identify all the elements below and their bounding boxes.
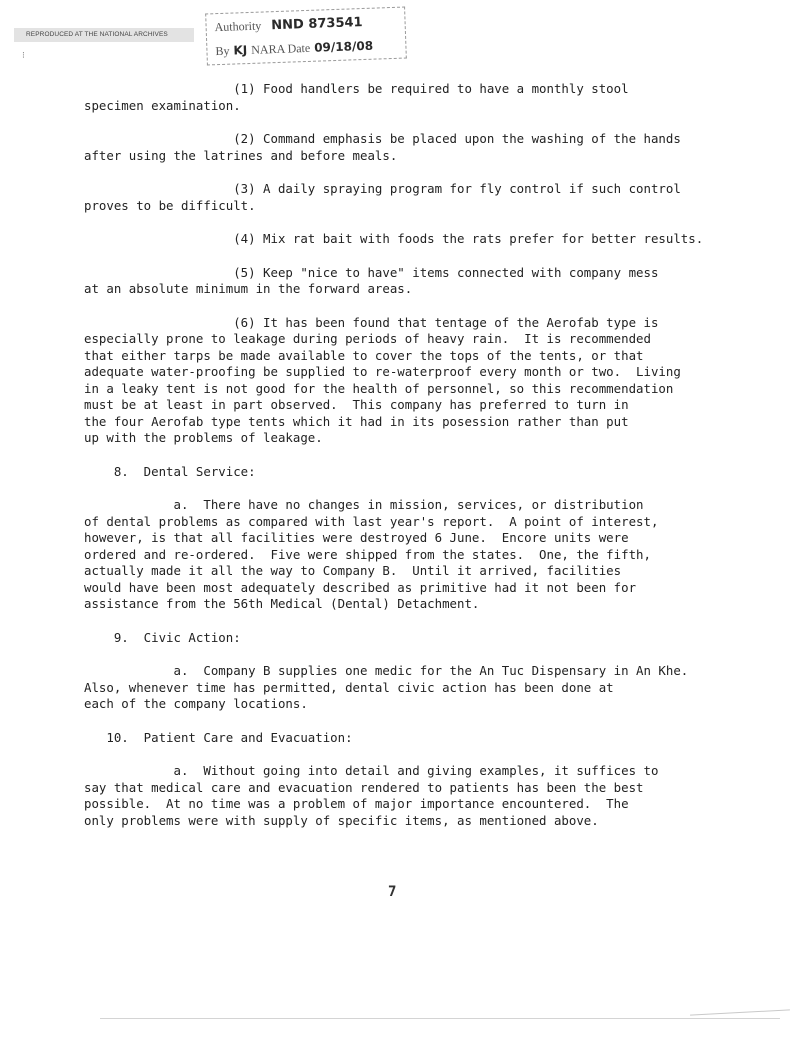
item-4 <box>84 231 754 248</box>
by-row <box>215 37 373 60</box>
text-line: say that medical care and evacuation rendered to patients has been the best <box>84 779 644 795</box>
civic-paragraph <box>84 663 754 713</box>
text-line: (2) Command emphasis be placed upon the washing of the hands <box>84 131 681 146</box>
text-line: of dental problems as compared with last year's report. A point of interest, <box>84 513 659 529</box>
text-line: specimen examination. <box>84 97 241 113</box>
section-heading-patient-care <box>84 730 754 747</box>
text-line: (4) Mix rat bait with foods the rats prefer for better results. <box>84 231 704 246</box>
declassification-stamp <box>205 7 407 66</box>
item-5 <box>84 265 754 298</box>
by-label: By <box>215 43 230 59</box>
item-6 <box>84 315 754 447</box>
authority-value: NND 873541 <box>271 15 363 34</box>
dental-paragraph <box>84 497 754 613</box>
text-line: each of the company locations. <box>84 696 308 711</box>
by-value: KJ <box>233 43 248 58</box>
item-3 <box>84 181 754 214</box>
item-1 <box>84 81 754 114</box>
text-line: in a leaky tent is not good for the health of personnel, so this recommendation <box>84 380 674 396</box>
text-line: after using the latrines and before meals. <box>84 147 398 163</box>
text-line: especially prone to leakage during periods of heavy rain. It is recommended <box>84 331 651 346</box>
page-number: 7 <box>388 884 397 900</box>
text-line: ordered and re-ordered. Five were shipped from the states. One, the fifth, <box>84 546 651 562</box>
section-heading-dental <box>84 464 754 481</box>
text-line: up with the problems of leakage. <box>84 430 323 445</box>
scan-edge-line <box>690 1009 790 1015</box>
archive-banner: REPRODUCED AT THE NATIONAL ARCHIVES <box>14 28 194 42</box>
text-line: (1) Food handlers be required to have a monthly stool <box>84 81 629 96</box>
text-line: proves to be difficult. <box>84 197 256 213</box>
section-heading: 9. Civic Action: <box>84 629 241 645</box>
text-line: a. There have no changes in mission, services, or distribution <box>84 497 644 512</box>
text-line: would have been most adequately described as primitive had it not been for <box>84 579 637 595</box>
authority-row <box>214 13 363 36</box>
section-heading: 8. Dental Service: <box>84 463 256 479</box>
text-line: possible. At no time was a problem of major importance encountered. The <box>84 796 629 811</box>
authority-label: Authority <box>214 18 262 35</box>
text-line: Also, whenever time has permitted, dental civic action has been done at <box>84 679 614 695</box>
section-heading: 10. Patient Care and Evacuation: <box>84 729 353 745</box>
text-line: the four Aerofab type tents which it had in its posession rather than put <box>84 413 629 429</box>
text-line: assistance from the 56th Medical (Dental) Detachment. <box>84 596 480 611</box>
text-line: a. Without going into detail and giving examples, it suffices to <box>84 763 659 778</box>
text-line: (5) Keep "nice to have" items connected with company mess <box>84 264 659 280</box>
text-line: actually made it all the way to Company B. Until it arrived, facilities <box>84 563 622 578</box>
text-line: a. Company B supplies one medic for the An Tuc Dispensary in An Khe. <box>84 663 689 678</box>
patient-care-paragraph <box>84 763 754 829</box>
scan-marks: ⁝ <box>22 50 25 60</box>
text-line: only problems were with supply of specific items, as mentioned above. <box>84 812 599 828</box>
scan-edge-line <box>100 1018 780 1019</box>
text-line: that either tarps be made available to cover the tops of the tents, or that <box>84 347 644 363</box>
item-2 <box>84 131 754 164</box>
section-heading-civic <box>84 630 754 647</box>
date-label: NARA Date <box>250 40 311 57</box>
text-line: (6) It has been found that tentage of the Aerofab type is <box>84 314 659 330</box>
document-body <box>84 81 754 829</box>
date-value: 09/18/08 <box>313 38 374 55</box>
text-line: (3) A daily spraying program for fly control if such control <box>84 181 681 196</box>
text-line: adequate water-proofing be supplied to re-waterproof every month or two. Living <box>84 364 681 379</box>
text-line: at an absolute minimum in the forward areas. <box>84 281 413 296</box>
text-line: however, is that all facilities were destroyed 6 June. Encore units were <box>84 530 629 545</box>
text-line: must be at least in part observed. This company has preferred to turn in <box>84 397 629 412</box>
